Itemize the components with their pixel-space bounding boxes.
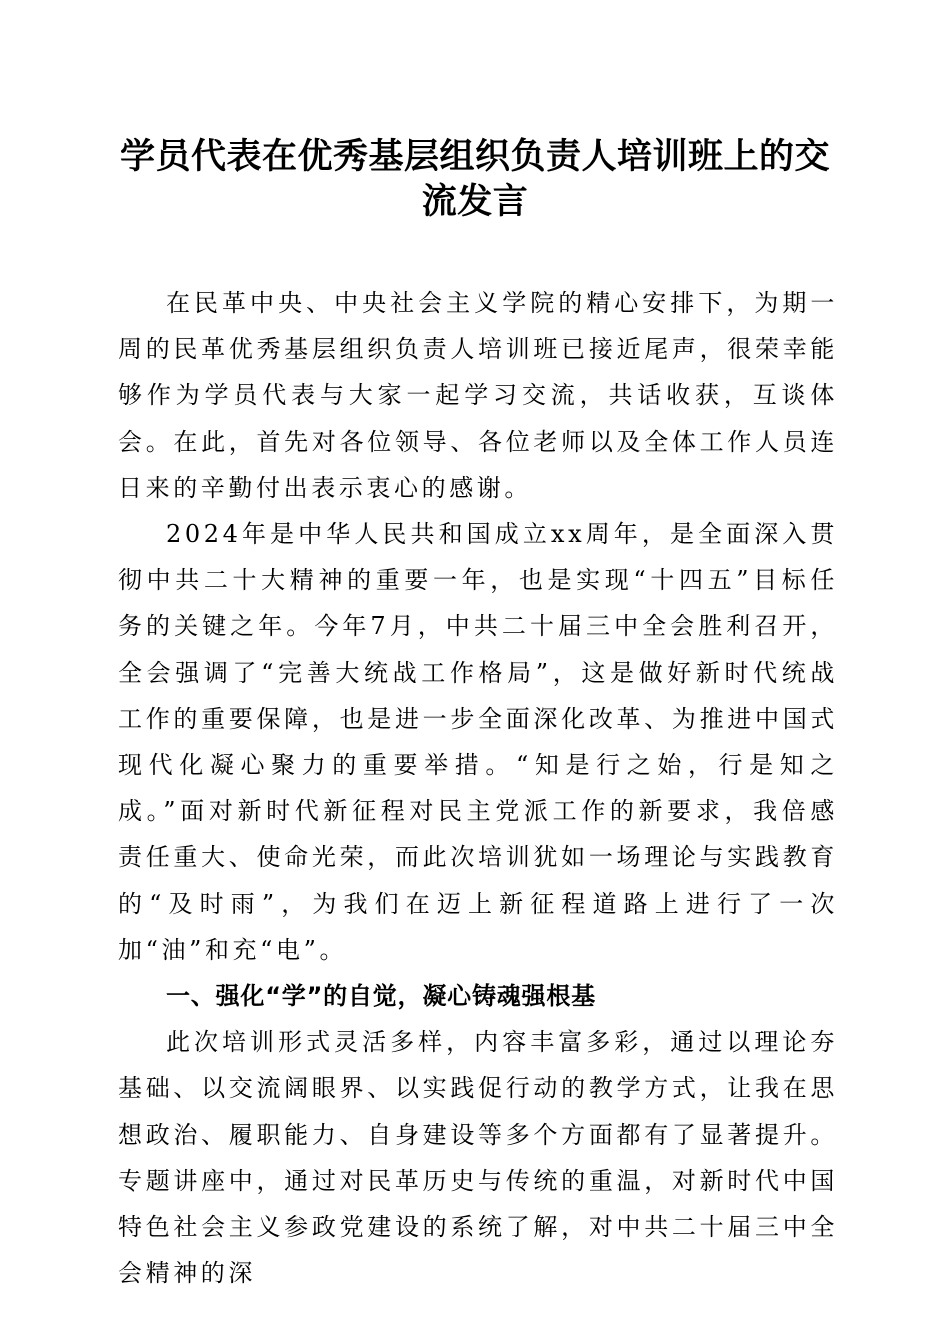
paragraph-context: 2024年是中华人民共和国成立xx周年，是全面深入贯彻中共二十大精神的重要一年，也是实现“十四五”目标任务的关键之年。今年7月，中共二十届三中全会胜利召开，全会强调了“完善大统战工作格局”，这是做好新时代统战工作的重要保障，也是进一步全面深化改革、为推进中国式现代化凝心聚力的重要举措。“知是行之始，行是知之成。”面对新时代新征程对民主党派工作的新要求，我倍感责任重大、使命光荣，而此次培训犹如一场理论与实践教育的“及时雨”，为我们在迈上新征程道路上进行了一次加“油”和充“电”。 <box>118 520 838 964</box>
paragraph-intro: 在民革中央、中央社会主义学院的精心安排下，为期一周的民革优秀基层组织负责人培训班已接近尾声，很荣幸能够作为学员代表与大家一起学习交流，共话收获，互谈体会。在此，首先对各位领导、各位老师以及全体工作人员连日来的辛勤付出表示衷心的感谢。 <box>118 289 838 502</box>
paragraph-section-1: 此次培训形式灵活多样，内容丰富多彩，通过以理论夯基础、以交流阔眼界、以实践促行动的教学方式，让我在思想政治、履职能力、自身建设等多个方面都有了显著提升。专题讲座中，通过对民革历史与传统的重温，对新时代中国特色社会主义参政党建设的系统了解，对中共二十届三中全会精神的深 <box>118 1028 838 1288</box>
document-title: 学员代表在优秀基层组织负责人培训班上的交流发言 <box>119 136 830 222</box>
document-body <box>118 280 838 1296</box>
section-heading-1: 一、强化“学”的自觉，凝心铸魂强根基 <box>166 982 596 1011</box>
